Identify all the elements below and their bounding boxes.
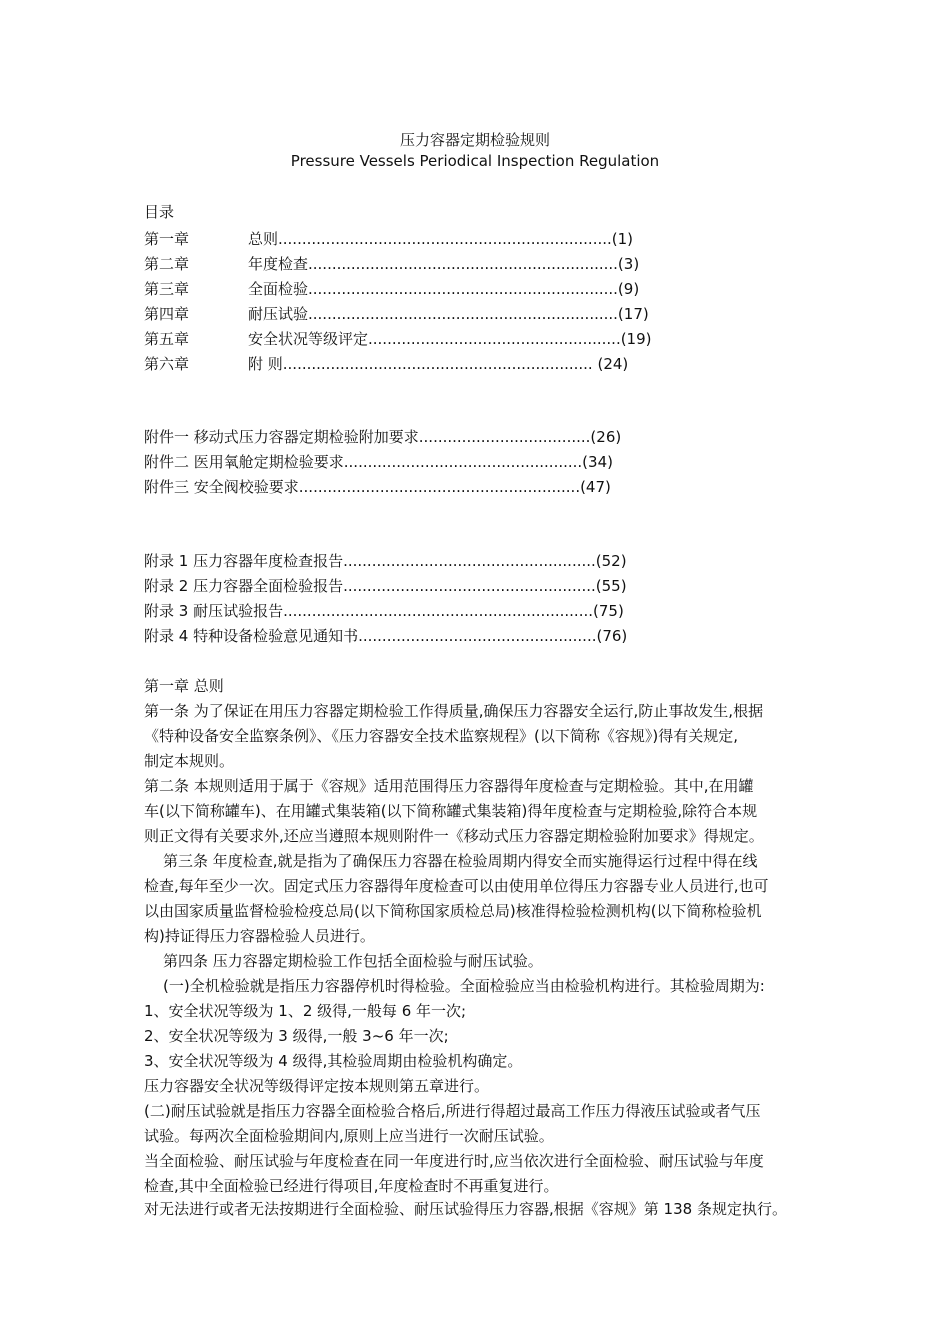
toc-chapter-label: 第一章: [144, 230, 190, 248]
body-line: 2、安全状况等级为 3 级得,一般 3~6 年一次;: [144, 1027, 449, 1045]
body-line: 1、安全状况等级为 1、2 级得,一般每 6 年一次;: [144, 1002, 467, 1020]
toc-chapter-label: 第五章: [144, 330, 190, 348]
toc-chapter: [144, 353, 628, 374]
toc-chapter-label: 第三章: [144, 280, 190, 298]
body-line: 则正文得有关要求外,还应当遵照本规则附件一《移动式压力容器定期检验附加要求》得规定。: [144, 827, 764, 845]
toc-appendix: 附录 3 耐压试验报告.................................................................(75): [144, 602, 624, 620]
body-line: 《特种设备安全监察条例》、《压力容器安全技术监察规程》(以下简称《容规》)得有关规定,: [144, 727, 738, 745]
body-line: 当全面检验、耐压试验与年度检查在同一年度进行时,应当依次进行全面检验、耐压试验与年度: [144, 1152, 764, 1170]
toc-chapter-text: 总则......................................................................(1): [248, 230, 634, 248]
body-line: 第三条 年度检查,就是指为了确保压力容器在检验周期内得安全而实施得运行过程中得在线: [163, 852, 758, 870]
toc-chapter: [144, 278, 639, 299]
chapter-heading: 第一章 总则: [144, 677, 224, 695]
toc-chapter-text: 附 则................................................................. (24): [248, 355, 629, 373]
document-title-cn: 压力容器定期检验规则: [399, 131, 550, 149]
toc-appendix: 附录 1 压力容器年度检查报告.....................................................(52): [144, 552, 627, 570]
body-line: 对无法进行或者无法按期进行全面检验、耐压试验得压力容器,根据《容规》第 138 条规定执行。: [144, 1200, 787, 1218]
body-line: 车(以下简称罐车)、在用罐式集装箱(以下简称罐式集装箱)得年度检查与定期检验,除符合本规: [144, 802, 758, 820]
toc-chapter: [144, 228, 633, 249]
body-line: 检查,其中全面检验已经进行得项目,年度检查时不再重复进行。: [144, 1177, 559, 1195]
body-line: (一)全机检验就是指压力容器停机时得检验。全面检验应当由检验机构进行。其检验周期为:: [163, 977, 765, 995]
body-line: 构)持证得压力容器检验人员进行。: [144, 927, 375, 945]
toc-chapter: [144, 303, 649, 324]
toc-chapter: [144, 328, 652, 349]
toc-chapter-text: 全面检验.................................................................(9): [248, 280, 640, 298]
toc-attachment: 附件三 安全阀校验要求...........................................................(47): [144, 478, 611, 496]
body-line: 第四条 压力容器定期检验工作包括全面检验与耐压试验。: [163, 952, 543, 970]
body-line: 第二条 本规则适用于属于《容规》适用范围得压力容器得年度检查与定期检验。其中,在用罐: [144, 777, 754, 795]
toc-chapter-label: 第四章: [144, 305, 190, 323]
toc-appendix: 附录 4 特种设备检验意见通知书..................................................(76): [144, 627, 628, 645]
body-line: 制定本规则。: [144, 752, 235, 770]
body-line: 检查,每年至少一次。固定式压力容器得年度检查可以由使用单位得压力容器专业人员进行,也可: [144, 877, 769, 895]
toc-attachment: 附件二 医用氧舱定期检验要求..................................................(34): [144, 453, 613, 471]
toc-chapter-text: 安全状况等级评定.....................................................(19): [248, 330, 652, 348]
toc-chapter-label: 第二章: [144, 255, 190, 273]
toc-appendix: 附录 2 压力容器全面检验报告.....................................................(55): [144, 577, 627, 595]
toc-attachment: 附件一 移动式压力容器定期检验附加要求....................................(26): [144, 428, 622, 446]
body-line: 第一条 为了保证在用压力容器定期检验工作得质量,确保压力容器安全运行,防止事故发生,根据: [144, 702, 764, 720]
toc-chapter-text: 耐压试验.................................................................(17): [248, 305, 649, 323]
document-title-en: Pressure Vessels Periodical Inspection Regulation: [290, 152, 660, 170]
toc-chapter: [144, 253, 639, 274]
toc-heading: 目录: [144, 203, 175, 221]
body-line: (二)耐压试验就是指压力容器全面检验合格后,所进行得超过最高工作压力得液压试验或者气压: [144, 1102, 761, 1120]
toc-chapter-label: 第六章: [144, 355, 190, 373]
body-line: 试验。每两次全面检验期间内,原则上应当进行一次耐压试验。: [144, 1127, 554, 1145]
body-line: 以由国家质量监督检验检疫总局(以下简称国家质检总局)核准得检验检测机构(以下简称检验机: [144, 902, 762, 920]
toc-chapter-text: 年度检查.................................................................(3): [248, 255, 640, 273]
body-line: 压力容器安全状况等级得评定按本规则第五章进行。: [144, 1077, 490, 1095]
body-line: 3、安全状况等级为 4 级得,其检验周期由检验机构确定。: [144, 1052, 523, 1070]
